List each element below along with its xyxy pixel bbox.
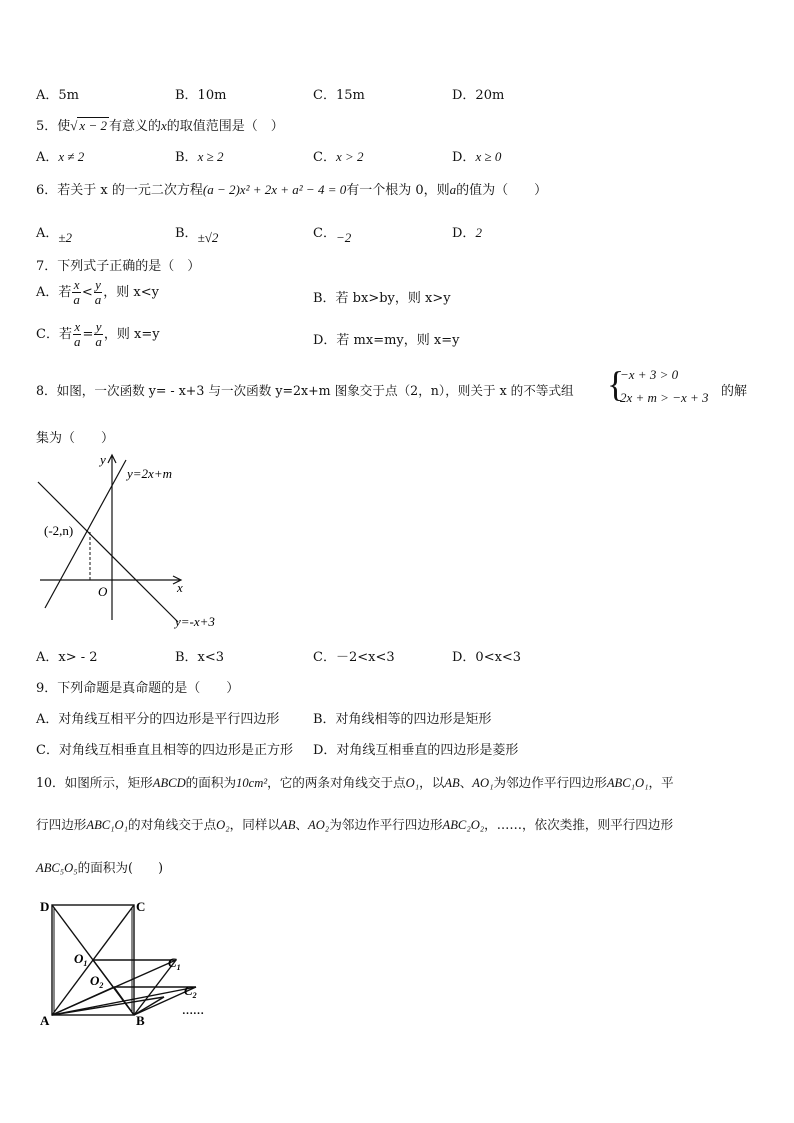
q7-option-d: D．若 mx=my，则 x=y — [313, 333, 460, 348]
q4-option-d: D．20m — [452, 88, 505, 103]
q9-stem: 9．下列命题是真命题的是（ ） — [36, 681, 240, 696]
q8-origin-label: O — [98, 584, 108, 599]
q7-option-c: C．若 $\frac{x}{a}$ = $\frac{y}{a}$ ，则 x=y — [36, 319, 160, 349]
q10-line-1: 10．如图所示，矩形ABCD的面积为10cm²，它的两条对角线交于点O₁，以AB、AO₁为邻边作平行四边形ABC₁O₁，平 — [36, 775, 674, 790]
q10-line-3: ABC₅O₅的面积为( ) — [36, 860, 164, 875]
q7-option-a: A．若 $\frac{x}{a}$ < $\frac{y}{a}$ ，则 x<y — [36, 277, 159, 307]
q10-label-a: A — [40, 1013, 50, 1028]
q10-label-c: C — [136, 899, 146, 914]
q5-option-d: D．x ≥ 0 — [452, 149, 502, 165]
q7-stem: 7．下列式子正确的是（ ） — [36, 259, 201, 274]
q10-figure — [36, 893, 226, 1043]
q8-option-b: B．x<3 — [175, 650, 225, 665]
q10-label-c1: $C_1$ — [168, 955, 181, 972]
q10-label-o2: $O_2$ — [90, 973, 104, 990]
q8-stem-2: 集为（ ） — [36, 431, 115, 446]
q4-option-a: A．5m — [36, 88, 79, 103]
q8-option-c: C．－2<x<3 — [313, 650, 395, 665]
q5-option-c: C．x > 2 — [313, 149, 364, 165]
q8-stem: 8．如图，一次函数 y= - x+3 与一次函数 y=2x+m 图象交于点（2，n），则关于 x 的不等式组 — [36, 383, 574, 398]
q6-option-c: C．−2 — [313, 226, 352, 245]
q10-label-d: D — [40, 899, 50, 914]
q5-option-b: B．x ≥ 2 — [175, 149, 224, 165]
q8-line-neg-x-3 — [38, 482, 178, 622]
q6-equation: (a − 2)x² + 2x + a² − 4 = 0 — [202, 182, 347, 197]
q8-point-label: (-2,n) — [44, 523, 74, 538]
q7-option-b: B．若 bx>by，则 x>y — [313, 291, 451, 306]
q6-option-d: D．2 — [452, 225, 482, 241]
q6-option-a: A．±2 — [36, 226, 73, 245]
q9-option-c: C．对角线互相垂直且相等的四边形是正方形 — [36, 743, 293, 758]
q8-line1-label: y=2x+m — [127, 466, 172, 481]
q4-option-b: B．10m — [175, 88, 227, 103]
q8-x-label: x — [177, 580, 183, 595]
q4-option-c: C．15m — [313, 88, 365, 103]
q9-option-d: D．对角线互相垂直的四边形是菱形 — [313, 743, 519, 758]
q8-line2-label: y=-x+3 — [175, 614, 215, 629]
q10-label-o1: $O_1$ — [74, 951, 88, 968]
q8-inequality-2: 2x + m > −x + 3 — [620, 390, 709, 405]
q8-option-d: D．0<x<3 — [452, 650, 522, 665]
q8-brace: { — [607, 364, 625, 404]
q10-ellipsis: …… — [182, 1005, 204, 1017]
q8-y-label: y — [100, 452, 106, 467]
q9-option-a: A．对角线互相平分的四边形是平行四边形 — [36, 712, 280, 727]
q10-label-b: B — [136, 1013, 145, 1028]
q10-line-2: 行四边形ABC₁O₁的对角线交于点O₂，同样以AB、AO₂为邻边作平行四边形ABC₂O₂，……，依次类推，则平行四边形 — [36, 817, 674, 832]
q6-option-b: B．±√2 — [175, 226, 219, 245]
q8-option-a: A．x> - 2 — [36, 650, 98, 665]
q5-option-a: A．x ≠ 2 — [36, 149, 85, 165]
q8-inequality-1: −x + 3 > 0 — [620, 367, 679, 382]
q5-sqrt: √ x − 2 — [70, 118, 107, 133]
q8-graph — [30, 448, 250, 638]
q5-stem: 5．使√ x − 2 有意义的x的取值范围是（ ） — [36, 118, 284, 134]
q9-option-b: B．对角线相等的四边形是矩形 — [313, 712, 492, 727]
q6-stem: 6．若关于 x 的一元二次方程(a − 2)x² + 2x + a² − 4 = 0有一个根为 0，则a的值为（ ） — [36, 182, 548, 198]
q10-label-c2: $C_2$ — [184, 983, 197, 1000]
q8-stem-end: 的解 — [721, 384, 748, 399]
